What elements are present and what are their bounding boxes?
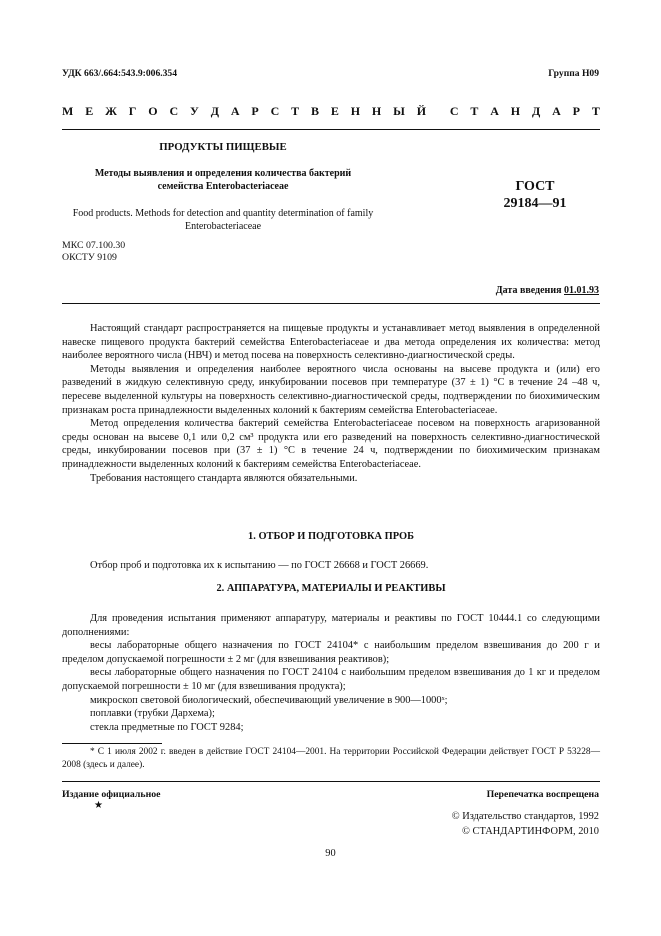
banner-letter: Г (128, 104, 137, 118)
section-1-text (62, 559, 600, 573)
banner-letter: Д (210, 104, 219, 118)
banner-letter: Н (510, 104, 521, 118)
paragraph: поплавки (трубки Дархема); (90, 708, 215, 720)
banner-letter: Й (416, 104, 427, 118)
intro-text (62, 322, 600, 485)
group-code: Группа Н09 (548, 68, 599, 79)
banner-letter: Р (572, 104, 580, 118)
paragraph: Методы выявления и определения наиболее вероятного числа основаны на высеве продукта и (или) его разведений в жидкую селективную среду, инкубировании посевов при температуре (37 ± 1) °С в течение 24 –48 ч, пересеве выделенной культуры на поверхность селективно-диагностической среды, подтверждении по биохимическим признакам роста принадлежности выделенных колоний к бактериям семейства Enterobacteriaceae. (62, 363, 600, 416)
gost-label: ГОСТ (515, 179, 555, 194)
reprint-prohibited-label: Перепечатка воспрещена (486, 789, 599, 800)
english-title-line: Enterobacteriaceae (184, 221, 262, 232)
banner-letter: В (310, 104, 319, 118)
banner-letter: Ы (393, 104, 405, 118)
banner-letter: С (169, 104, 179, 118)
okstu-code: ОКСТУ 9109 (62, 252, 117, 263)
section-2-heading: 2. АППАРАТУРА, МАТЕРИАЛЫ И РЕАКТИВЫ (216, 583, 446, 594)
banner-letter: Е (330, 104, 339, 118)
banner-letter: С (270, 104, 280, 118)
star-icon: ★ (94, 800, 103, 811)
header-rule (62, 303, 600, 304)
banner-letter: Р (251, 104, 259, 118)
document-title: ПРОДУКТЫ ПИЩЕВЫЕ (159, 141, 287, 153)
section-1-heading: 1. ОТБОР И ПОДГОТОВКА ПРОБ (248, 531, 414, 542)
banner-letter: А (490, 104, 499, 118)
paragraph: весы лабораторные общего назначения по ГОСТ 24104* с наибольшим пределом взвешивания до 200 г и пределом допускаемой погрешности ± 2 мг (для взвешивания реактивов); (62, 640, 600, 665)
intro-date-value: 01.01.93 (564, 285, 599, 296)
banner-letter: Е (85, 104, 94, 118)
introduction-date (496, 285, 599, 296)
banner-letter: А (230, 104, 240, 118)
footnote-rule (62, 743, 162, 744)
paragraph: Настоящий стандарт распространяется на пищевые продукты и устанавливает метод выявления в определенной навеске пищевого продукта бактерий семейства Enterobacteriaceae и два метода определения их количества: метод наиболее вероятного числа (НВЧ) и метод посева на поверхность селективно-диагностической среды. (62, 323, 600, 362)
banner-letter: О (148, 104, 158, 118)
banner-letter: А (552, 104, 561, 118)
mks-code: МКС 07.100.30 (62, 240, 126, 251)
paragraph: Отбор проб и подготовка их к испытанию — по ГОСТ 26668 и ГОСТ 26669. (90, 560, 429, 571)
banner-letter: У (190, 104, 199, 118)
official-edition-label: Издание официальное (62, 789, 161, 800)
banner-letter: Н (350, 104, 361, 118)
copyright-publisher: © Издательство стандартов, 1992 (451, 811, 599, 822)
copyright-standartinform: © СТАНДАРТИНФОРМ, 2010 (462, 826, 599, 837)
classification-codes (62, 240, 125, 264)
banner-rule (62, 129, 600, 130)
subtitle-line: Методы выявления и определения количества бактерий (94, 168, 352, 179)
footer-rule (62, 781, 600, 782)
paragraph: весы лабораторные общего назначения по ГОСТ 24104 с наибольшим пределом взвешивания до 1 кг и пределом допускаемой погрешности ± 10 мг (для взвешивания продукта); (62, 667, 600, 692)
english-title-line: Food products. Methods for detection and quantity determination of family (72, 208, 374, 219)
subtitle-line: семейства Enterobacteriaceae (157, 181, 289, 192)
intro-date-label: Дата введения (495, 285, 562, 296)
page-number: 90 (325, 848, 336, 859)
gost-code: 29184—91 (503, 196, 567, 211)
section-2-text (62, 612, 600, 734)
banner-letter: М (62, 104, 74, 118)
paragraph: Требования настоящего стандарта являются обязательными. (90, 472, 358, 484)
banner-letter: Т (291, 104, 300, 118)
banner-letter: Т (591, 104, 600, 118)
banner-letter: Ж (105, 104, 117, 118)
paragraph: микроскоп световой биологический, обеспечивающий увеличение в 900—1000ˣ; (90, 694, 448, 706)
banner-letter: С (449, 104, 459, 118)
banner-letter: Н (371, 104, 382, 118)
udk-code: УДК 663/.664:543.9:006.354 (62, 68, 178, 79)
english-title (62, 207, 384, 233)
paragraph: Для проведения испытания применяют аппаратуру, материалы и реактивы по ГОСТ 10444.1 со следующими дополнениями: (62, 613, 600, 638)
banner-letter: Д (531, 104, 541, 118)
footnote-text: * С 1 июля 2002 г. введен в действие ГОСТ 24104—2001. На территории Российской Федерации действует ГОСТ Р 53228—2008 (здесь и далее). (62, 747, 600, 770)
paragraph: стекла предметные по ГОСТ 9284; (90, 721, 244, 733)
footnote (62, 746, 600, 772)
gost-number (470, 178, 600, 212)
banner-letter: Т (470, 104, 479, 118)
paragraph: Метод определения количества бактерий семейства Enterobacteriaceae посевом на поверхность агаризованной среды основан на высеве 0,1 или 0,2 см³ продукта или его разведений на поверхность селективно-диагностической среды, инкубировании посевов при (37 ± 1) °С в течение 24 ч, подтверждении по биохимическим признакам принадлежности выделенных колоний к бактериям семейства Enterobacteriaceae. (62, 418, 600, 470)
document-subtitle (62, 167, 384, 193)
standard-banner (62, 104, 600, 119)
